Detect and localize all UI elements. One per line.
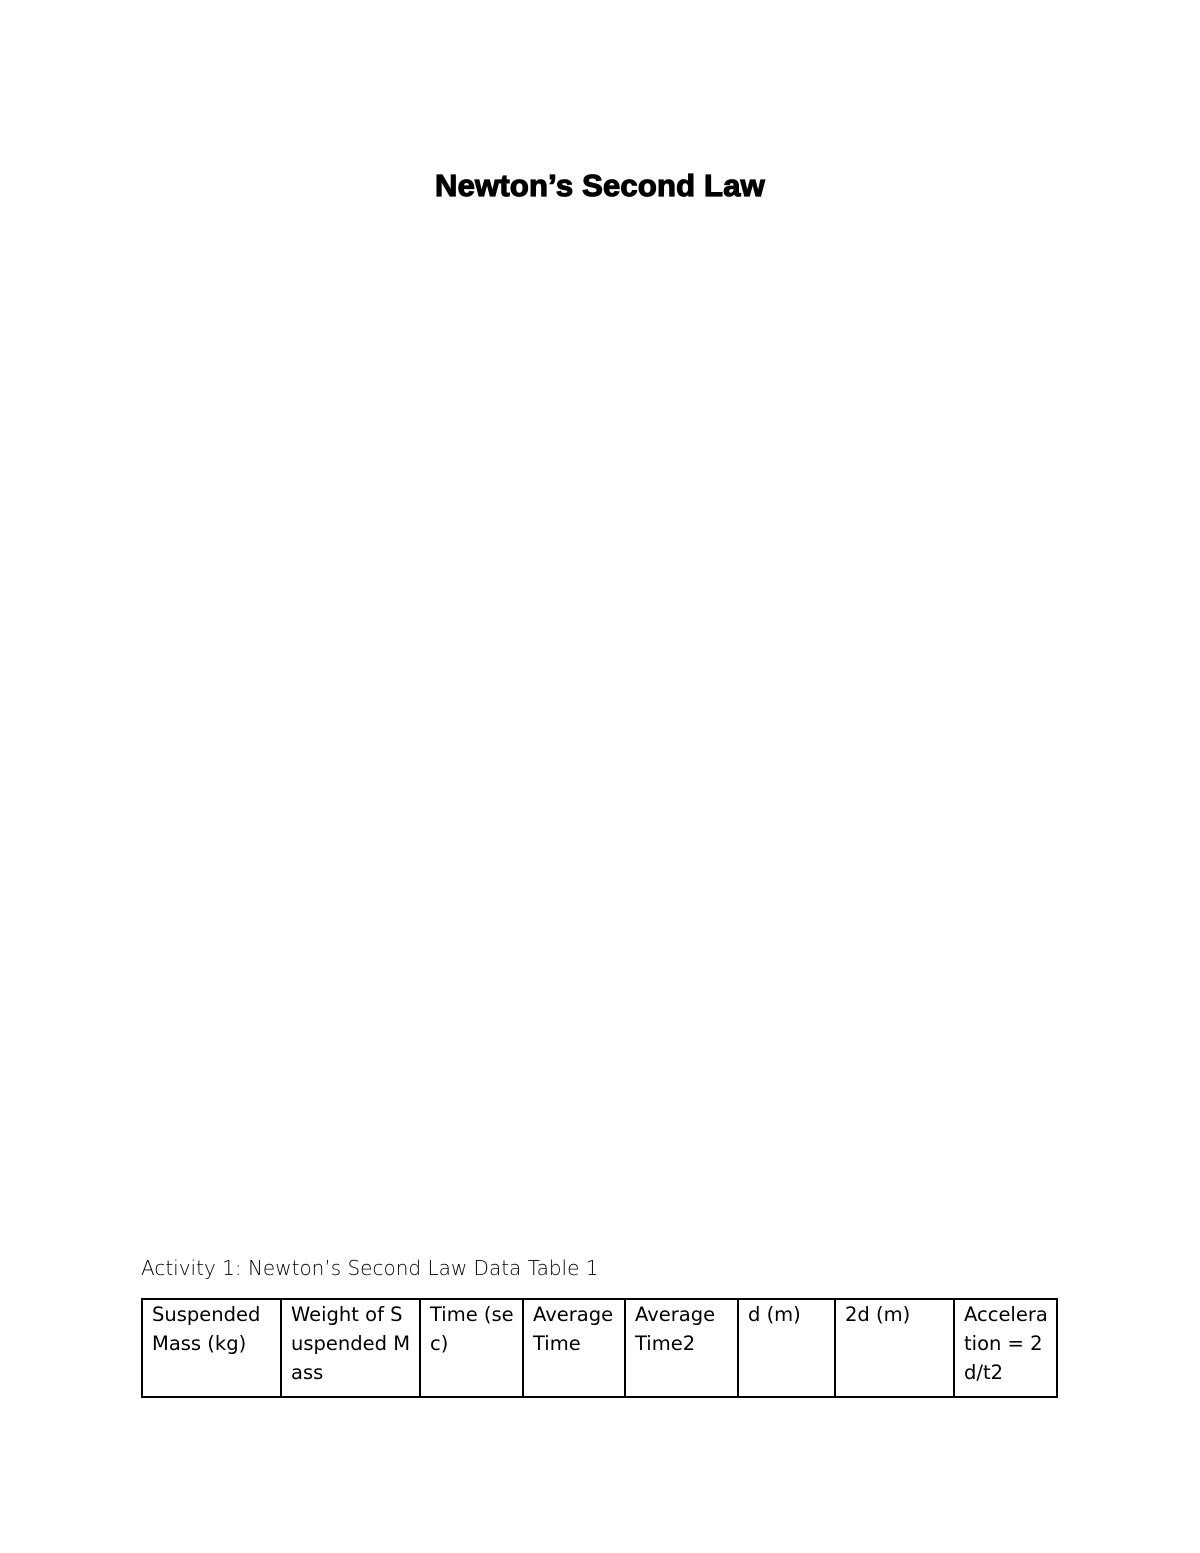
column-header-acceleration: Acceleration = 2d/t2 [954,1299,1057,1397]
column-header-average-time-squared: Average Time2 [625,1299,738,1397]
column-header-double-distance: 2d (m) [835,1299,954,1397]
table-header-row [142,1299,1057,1397]
column-header-suspended-mass: Suspended Mass (kg) [142,1299,281,1397]
column-header-weight: Weight of Suspended Mass [281,1299,420,1397]
column-header-average-time: Average Time [523,1299,625,1397]
document-title: Newton’s Second Law [435,168,765,203]
data-table [141,1298,1058,1398]
column-header-time: Time (sec) [420,1299,523,1397]
column-header-distance: d (m) [738,1299,835,1397]
table-caption: Activity 1: Newton’s Second Law Data Table 1 [141,1256,599,1280]
